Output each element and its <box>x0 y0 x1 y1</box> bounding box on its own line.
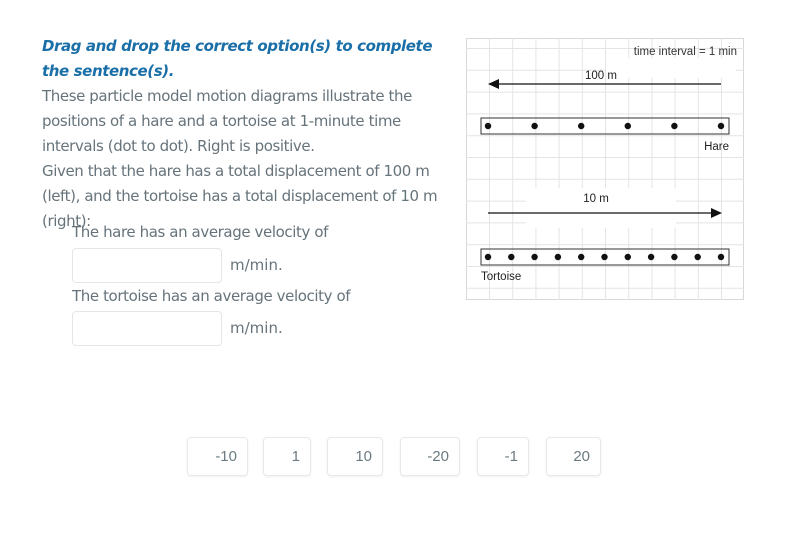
option-tile[interactable]: 20 <box>546 437 601 476</box>
position-dot <box>695 254 701 260</box>
question-text <box>42 34 462 234</box>
tortoise-label: Tortoise <box>481 271 522 283</box>
position-dot <box>671 254 677 260</box>
option-tile[interactable]: -20 <box>400 437 460 476</box>
tortoise-drop-zone[interactable] <box>72 311 222 346</box>
position-dot <box>625 254 631 260</box>
option-tile[interactable]: -1 <box>477 437 529 476</box>
position-dot <box>671 123 677 129</box>
motion-diagram <box>466 38 744 300</box>
position-dot <box>485 254 491 260</box>
position-dot <box>555 254 561 260</box>
tortoise-sentence: The tortoise has an average velocity of <box>72 287 351 305</box>
hare-drop-zone[interactable] <box>72 248 222 283</box>
instruction-title: Drag and drop the correct option(s) to complete the sentence(s). <box>42 37 433 80</box>
position-dot <box>625 123 631 129</box>
hare-unit: m/min. <box>230 256 283 274</box>
position-dot <box>508 254 514 260</box>
option-tile[interactable]: 1 <box>263 437 311 476</box>
position-dot <box>718 254 724 260</box>
question-paragraph: These particle model motion diagrams illustrate the positions of a hare and a tortoise at 1-minute time intervals (dot to dot). Right is positive. <box>42 87 412 155</box>
question-paragraph: Given that the hare has a total displacement of 100 m (left), and the tortoise has a total displacement of 10 m (right): <box>42 162 438 230</box>
tortoise-distance-label: 10 m <box>583 193 609 205</box>
position-dot <box>601 254 607 260</box>
time-interval-label: time interval = 1 min <box>633 46 737 58</box>
hare-distance-label: 100 m <box>585 70 617 82</box>
position-dot <box>578 254 584 260</box>
hare-sentence: The hare has an average velocity of <box>72 223 328 241</box>
position-dot <box>485 123 491 129</box>
option-tile[interactable]: -10 <box>187 437 248 476</box>
option-tile[interactable]: 10 <box>327 437 383 476</box>
position-dot <box>531 254 537 260</box>
position-dot <box>578 123 584 129</box>
tortoise-unit: m/min. <box>230 319 283 337</box>
position-dot <box>531 123 537 129</box>
position-dot <box>648 254 654 260</box>
position-dot <box>718 123 724 129</box>
hare-label: Hare <box>704 141 729 153</box>
